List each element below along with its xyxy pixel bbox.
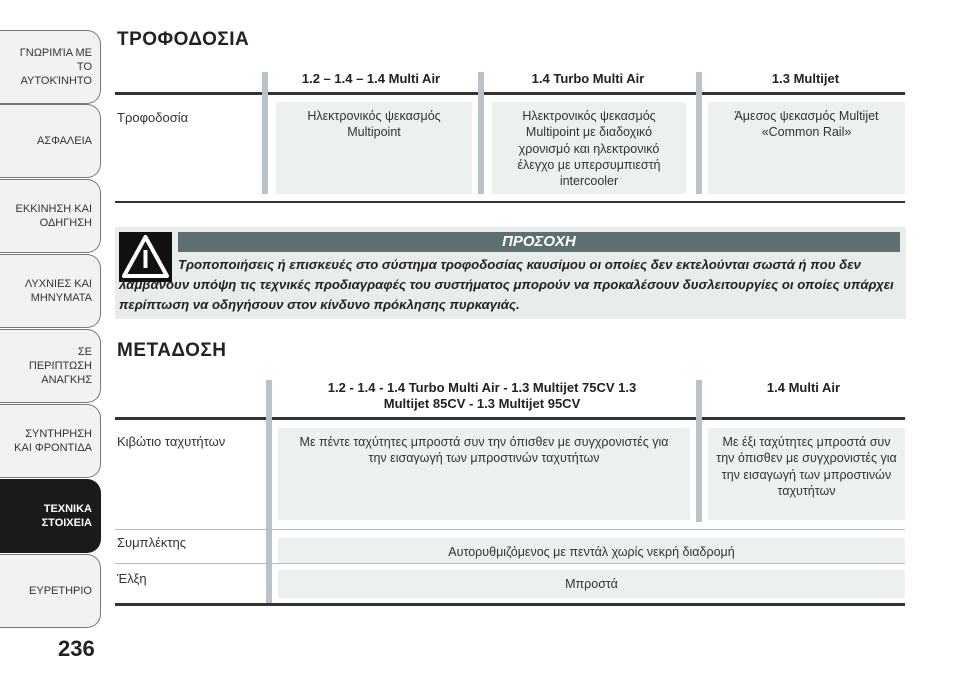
divider xyxy=(115,563,905,564)
column-bar xyxy=(696,72,702,194)
tab-index[interactable]: ΕΥΡΕΤΗΡΙΟ xyxy=(0,554,101,628)
tab-maintenance[interactable]: ΣΥΝΤΗΡΗΣΗ ΚΑΙ ΦΡΟΝΤΙΔΑ xyxy=(0,404,101,478)
divider xyxy=(115,529,905,530)
divider xyxy=(115,603,905,606)
row-label: Τροφοδοσία xyxy=(117,110,189,125)
column-header: 1.2 – 1.4 – 1.4 Multi Air xyxy=(301,71,441,86)
warning-text: Τροποποιήσεις ή επισκευές στο σύστημα τροφοδοσίας καυσίμου οι οποίες δεν εκτελούνται σωστά ή που δεν λαμβάνουν υπόψη τις τεχνικές προδιαγραφές του συστήματος μπορούν να προκαλέσουν δυσλειτουργίες οι οποίες υπάρχει περίπτωση να οδηγήσουν στον κίνδυνο πρόκλησης πυρκαγιάς. xyxy=(119,257,894,312)
tab-technical-data[interactable]: ΤΕΧΝΙΚΑ ΣΤΟΙΧΕΙΑ xyxy=(0,479,101,553)
divider xyxy=(115,201,905,203)
fuel-section-title: ΤΡΟΦΟΔΟΣΙΑ xyxy=(117,29,250,50)
column-bar xyxy=(262,72,268,194)
tab-safety[interactable]: ΑΣΦΑΛΕΙΑ xyxy=(0,104,101,178)
warning-box xyxy=(115,227,906,319)
column-bar xyxy=(478,72,484,194)
column-bar xyxy=(696,380,702,522)
tab-lights-messages[interactable]: ΛΥΧΝΙΕΣ ΚΑΙ ΜΗΝΥΜΑΤΑ xyxy=(0,254,101,328)
table-cell: Ηλεκτρονικός ψεκασμός Multipoint με διαδοχικό χρονισμό και ηλεκτρονικό έλεγχο με υπερσυμπιεστή intercooler xyxy=(492,102,686,194)
tab-getting-to-know[interactable]: ΓΝΩΡΙΜΊΑ ΜΕ ΤΟ ΑΥΤΟΚΊΝΗΤΟ xyxy=(0,30,101,104)
table-cell: Άμεσος ψεκασμός Multijet «Common Rail» xyxy=(708,102,905,194)
column-bar xyxy=(266,380,272,604)
table-cell: Με έξι ταχύτητες μπροστά συν την όπισθεν με συγχρονιστές για την εισαγωγή των μπροστινών ταχυτήτων xyxy=(708,428,905,520)
divider xyxy=(115,92,905,95)
column-header: 1.3 Multijet xyxy=(771,71,840,86)
divider xyxy=(115,417,905,420)
column-header: 1.2 - 1.4 - 1.4 Turbo Multi Air - 1.3 Multijet 75CV 1.3 Multijet 85CV - 1.3 Multijet 95CV xyxy=(327,380,637,412)
table-cell: Μπροστά xyxy=(278,570,905,598)
column-header: 1.4 Multi Air xyxy=(766,380,841,395)
page-number: 236 xyxy=(58,636,95,661)
row-label: Κιβώτιο ταχυτήτων xyxy=(117,434,226,449)
table-cell: Ηλεκτρονικός ψεκασμός Multipoint xyxy=(276,102,472,194)
row-label: Έλξη xyxy=(117,571,147,586)
tab-emergency[interactable]: ΣΕ ΠΕΡΙΠΤΩΣΗ ΑΝΑΓΚΗΣ xyxy=(0,329,101,403)
table-cell: Αυτορυθμιζόμενος με πεντάλ χωρίς νεκρή διαδρομή xyxy=(278,538,905,564)
warning-title: ΠΡΟΣΟΧΗ xyxy=(178,232,900,252)
transmission-section-title: ΜΕΤΑΔΟΣΗ xyxy=(117,340,227,361)
tab-starting-driving[interactable]: ΕΚΚΙΝΗΣΗ ΚΑΙ ΟΔΗΓΗΣΗ xyxy=(0,179,101,253)
row-label: Συμπλέκτης xyxy=(117,535,187,550)
table-cell: Με πέντε ταχύτητες μπροστά συν την όπισθεν με συγχρονιστές για την εισαγωγή των μπροστινών ταχυτήτων xyxy=(278,428,690,520)
column-header: 1.4 Turbo Multi Air xyxy=(531,71,645,86)
